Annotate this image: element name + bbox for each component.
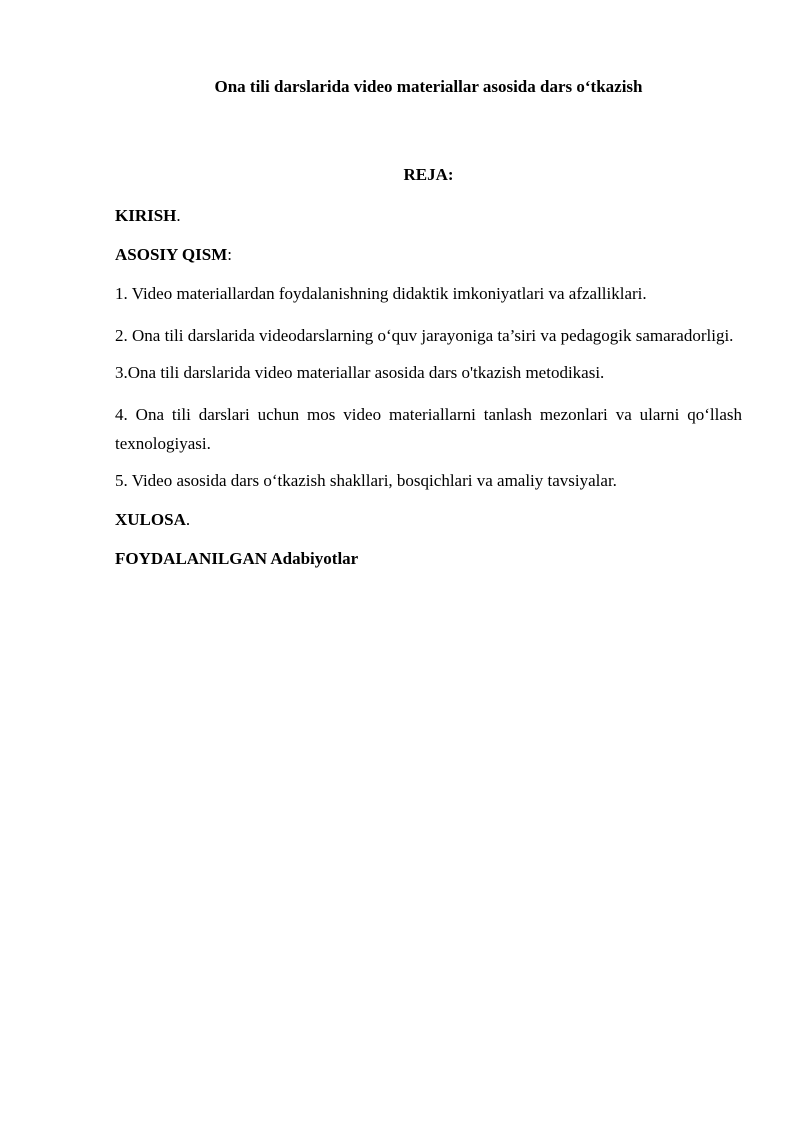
- plan-item-5: 5. Video asosida dars o‘tkazish shakllari, bosqichlari va amaliy tavsiyalar.: [115, 471, 617, 490]
- plan-item-2: 2. Ona tili darslarida videodarslarning o‘quv jarayoniga ta’siri va pedagogik samaradorligi.: [115, 326, 734, 345]
- main-part-label: ASOSIY QISM: [115, 245, 228, 264]
- plan-content: [115, 204, 742, 586]
- intro-punct: .: [176, 206, 181, 225]
- main-part-punct: :: [227, 245, 232, 264]
- plan-item-1: 1. Video materiallardan foydalanishning didaktik imkoniyatlari va afzalliklari.: [115, 284, 647, 303]
- main-part-line: [115, 243, 742, 267]
- plan-heading: REJA:: [403, 165, 454, 184]
- references-line: FOYDALANILGAN Adabiyotlar: [115, 549, 359, 568]
- plan-item-3: 3.Ona tili darslarida video materiallar asosida dars o'tkazish metodikasi.: [115, 363, 605, 382]
- plan-item-4: 4. Ona tili darslari uchun mos video materiallarni tanlash mezonlari va ularni qo‘llash texnologiyasi.: [115, 405, 742, 453]
- conclusion-label: XULOSA: [115, 510, 186, 529]
- intro-line: [115, 204, 742, 228]
- document-title: Ona tili darslarida video materiallar asosida dars o‘tkazish: [214, 77, 643, 96]
- intro-label: KIRISH: [115, 206, 177, 225]
- conclusion-punct: .: [185, 510, 191, 529]
- conclusion-line: [115, 508, 742, 532]
